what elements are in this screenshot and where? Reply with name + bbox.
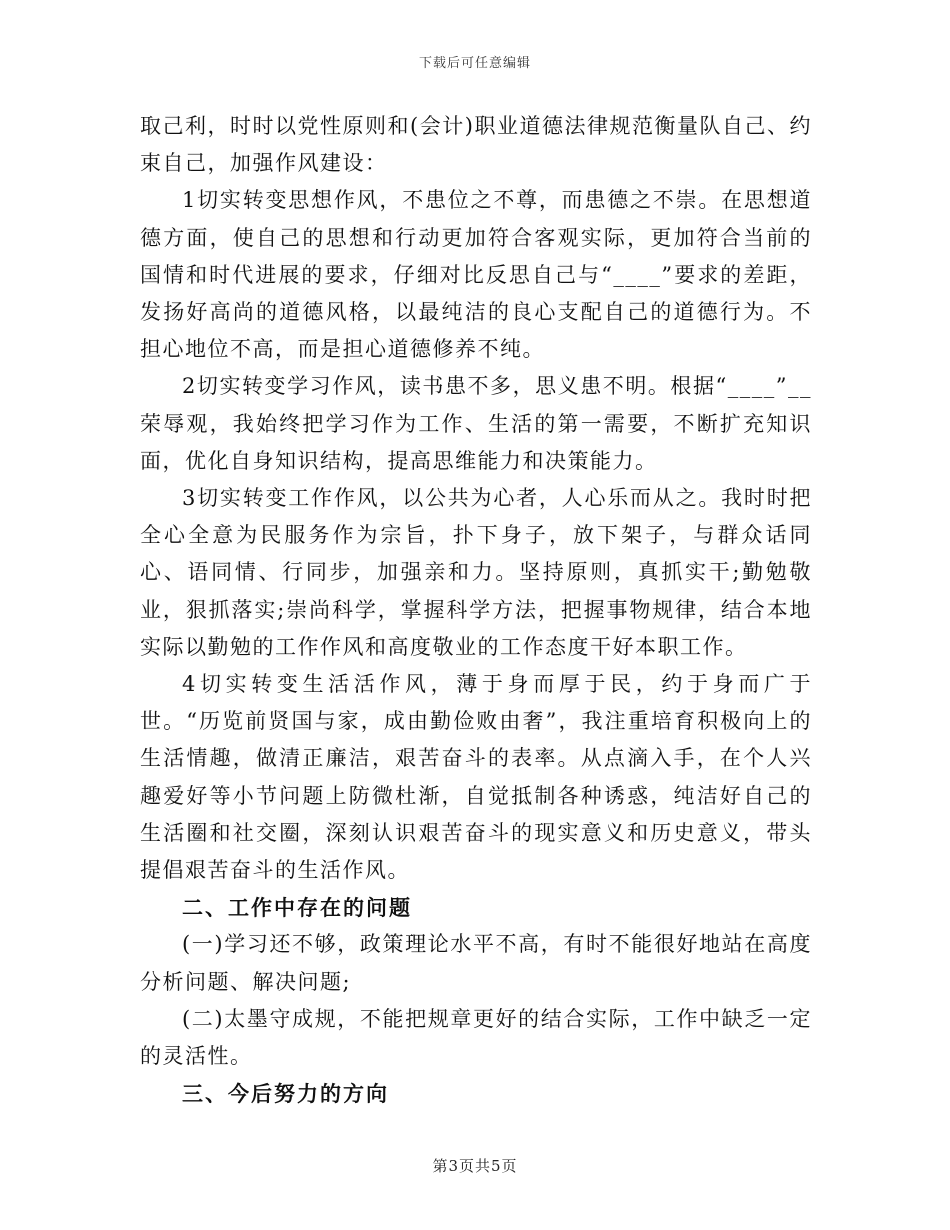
- document-body: [140, 108, 812, 1112]
- paragraph-life-style: 4切实转变生活活作风，薄于身而厚于民，约于身而广于世。“历览前贤国与家，成由勤俭败由奢”，我注重培育积极向上的生活情趣，做清正廉洁，艰苦奋斗的表率。从点滴入手，在个人兴趣爱好等小节问题上防微杜渐，自觉抵制各种诱惑，纯洁好自己的生活圈和社交圈，深刻认识艰苦奋斗的现实意义和历史意义，带头提倡艰苦奋斗的生活作风。: [140, 672, 812, 883]
- page-header: 下载后可任意编辑: [418, 56, 531, 71]
- paragraph-study-style: 2切实转变学习作风，读书患不多，思义患不明。根据“____”__荣辱观，我始终把学习作为工作、生活的第一需要，不断扩充知识面，优化自身知识结构，提高思维能力和决策能力。: [140, 374, 812, 473]
- paragraph-problem-one: (一)学习还不够，政策理论水平不高，有时不能很好地站在高度分析问题、解决问题;: [140, 932, 812, 994]
- paragraph-problem-two: (二)太墨守成规，不能把规章更好的结合实际，工作中缺乏一定的灵活性。: [140, 1006, 812, 1069]
- section-heading-problems: 二、工作中存在的问题: [182, 895, 412, 921]
- paragraph-thinking-style: 1切实转变思想作风，不患位之不尊，而患德之不崇。在思想道德方面，使自己的思想和行动更加符合客观实际，更加符合当前的国情和时代进展的要求，仔细对比反思自己与“____”要求的差距，发扬好高尚的道德风格，以最纯洁的良心支配自己的道德行为。不担心地位不高，而是担心道德修养不纯。: [140, 188, 812, 362]
- paragraph-continuation: 取己利，时时以党性原则和(会计)职业道德法律规范衡量队自己、约束自己，加强作风建设：: [140, 114, 812, 176]
- paragraph-work-style: 3切实转变工作作风，以公共为心者，人心乐而从之。我时时把全心全意为民服务作为宗旨，扑下身子，放下架子，与群众话同心、语同情、行同步，加强亲和力。坚持原则，真抓实干;勤勉敬业，狠抓落实;崇尚科学，掌握科学方法，把握事物规律，结合本地实际以勤勉的工作作风和高度敬业的工作态度干好本职工作。: [140, 486, 812, 659]
- page-number-footer: 第3页共5页: [432, 1157, 518, 1175]
- section-heading-direction: 三、今后努力的方向: [182, 1081, 389, 1107]
